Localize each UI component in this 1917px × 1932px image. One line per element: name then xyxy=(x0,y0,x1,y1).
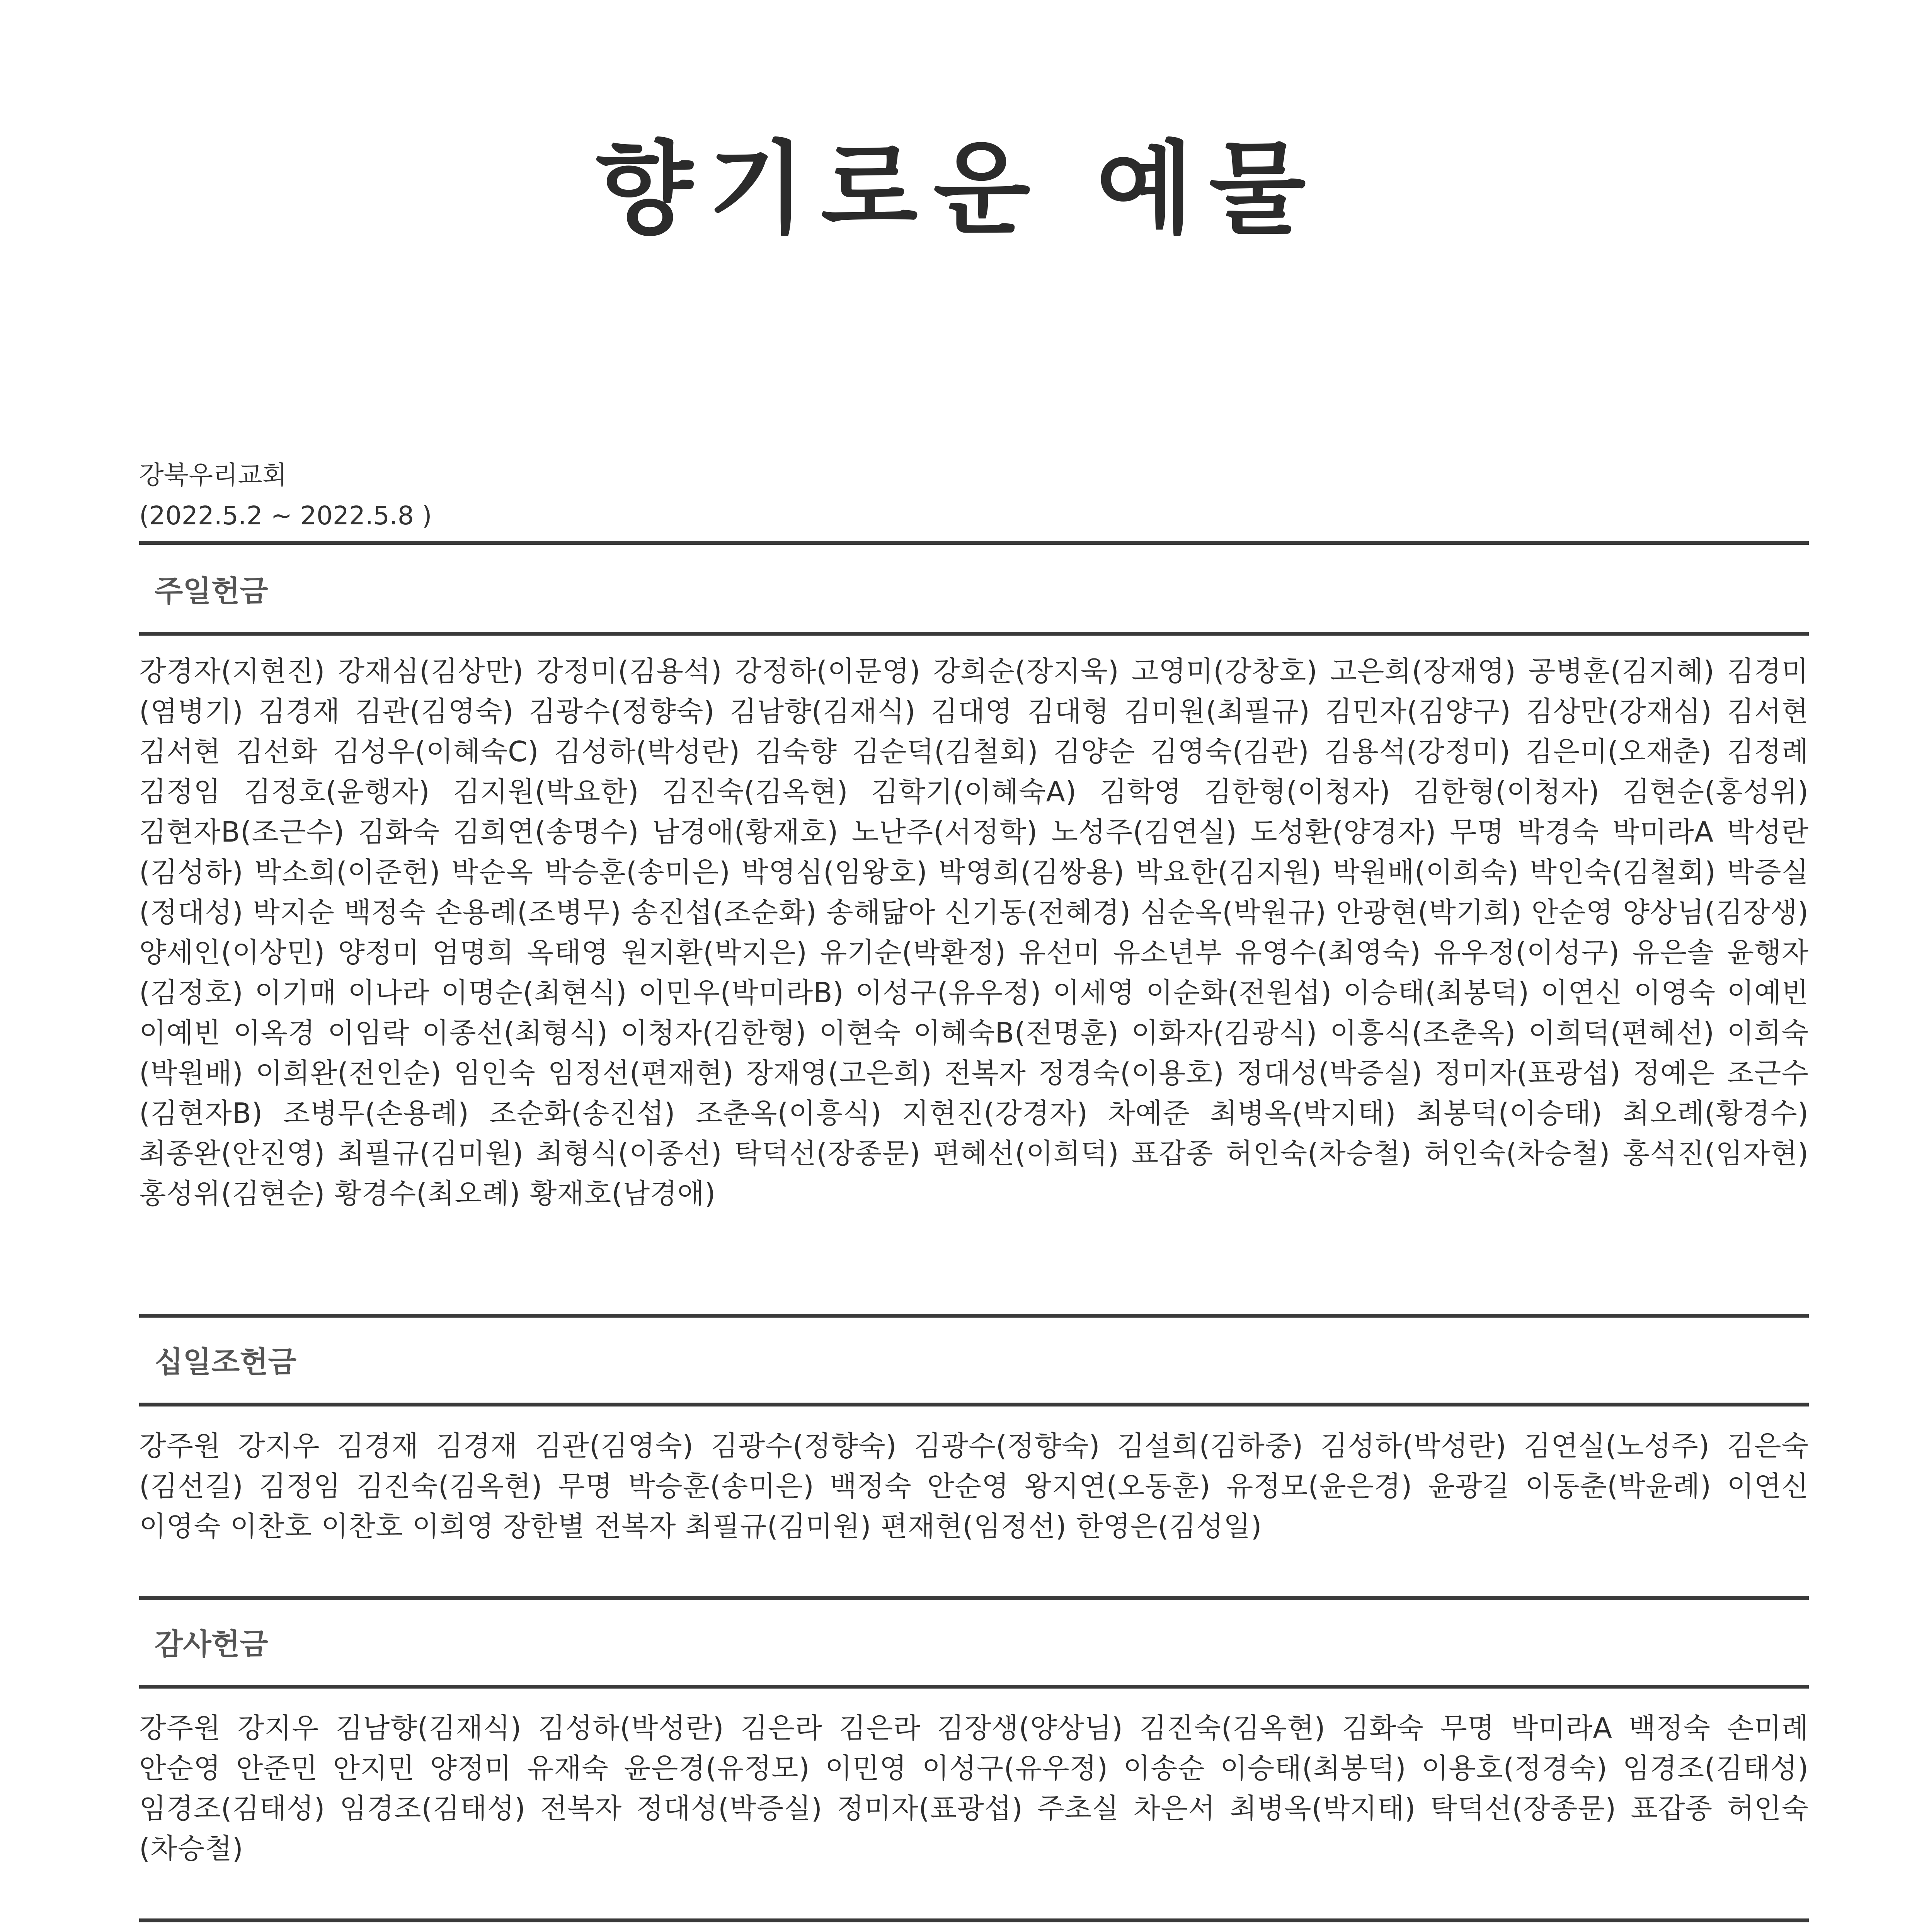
page-title: 향기로운 예물 xyxy=(596,131,1321,248)
church-name: 강북우리교회 xyxy=(139,460,287,490)
section-divider xyxy=(139,1596,1809,1600)
section-heading-thanksgiving: 감사헌금 xyxy=(155,1627,268,1661)
section-divider xyxy=(139,1314,1809,1318)
section-names-tithe: 강주원 강지우 김경재 김경재 김관(김영숙) 김광수(정향숙) 김광수(정향숙) 김설희(김하중) 김성하(박성란) 김연실(노성주) 김은숙(김선길) 김정임 김진숙(김옥현) 무명 박승훈(송미은) 백정숙 안순영 왕지연(오동훈) 유정모(윤은경) 윤광길 이동춘(박윤례) 이연신 이영숙 이찬호 이찬호 이희영 장한별 전복자 최필규(김미원) 편재현(임정선) 한영은(김성일) xyxy=(139,1430,1809,1543)
section-heading-sunday-offering: 주일헌금 xyxy=(155,574,268,608)
section-divider xyxy=(139,1403,1809,1406)
section-divider xyxy=(139,1918,1809,1922)
section-heading-tithe: 십일조헌금 xyxy=(155,1345,297,1379)
date-period: (2022.5.2 ~ 2022.5.8 ) xyxy=(139,501,432,531)
section-divider xyxy=(139,541,1809,545)
section-divider xyxy=(139,632,1809,636)
section-names-sunday-offering: 강경자(지현진) 강재심(김상만) 강정미(김용석) 강정하(이문영) 강희순(장지욱) 고영미(강창호) 고은희(장재영) 공병훈(김지혜) 김경미(염병기) 김경재 김관(김영숙) 김광수(정향숙) 김남향(김재식) 김대영 김대형 김미원(최필규) 김민자(김양구) 김상만(강재심) 김서현 김서현 김선화 김성우(이혜숙C) 김성하(박성란) 김숙향 김순덕(김철회) 김양순 김영숙(김관) 김용석(강정미) 김은미(오재춘) 김정례 김정임 김정호(윤행자) 김지원(박요한) 김진숙(김옥현) 김학기(이혜숙A) 김학영 김한형(이청자) 김한형(이청자) 김현순(홍성위) 김현자B(조근수) 김화숙 김희연(송명수) 남경애(황재호) 노난주(서정학) 노성주(김연실) 도성환(양경자) 무명 박경숙 박미라A 박성란(김성하) 박소희(이준헌) 박순옥 박승훈(송미은) 박영심(임왕호) 박영희(김쌍용) 박요한(김지원) 박원배(이희숙) 박인숙(김철회) 박증실(정대성) 박지순 백정숙 손용례(조병무) 송진섭(조순화) 송해닮아 신기동(전혜경) 심순옥(박원규) 안광현(박기희) 안순영 양상님(김장생) 양세인(이상민) 양정미 엄명희 옥태영 원지환(박지은) 유기순(박환정) 유선미 유소년부 유영수(최영숙) 유우정(이성구) 유은솔 윤행자(김정호) 이기매 이나라 이명순(최현식) 이민우(박미라B) 이성구(유우정) 이세영 이순화(전원섭) 이승태(최봉덕) 이연신 이영숙 이예빈 이예빈 이옥경 이임락 이종선(최형식) 이청자(김한형) 이현숙 이혜숙B(전명훈) 이화자(김광식) 이흥식(조춘옥) 이희덕(편혜선) 이희숙(박원배) 이희완(전인순) 임인숙 임정선(편재현) 장재영(고은희) 전복자 정경숙(이용호) 정대성(박증실) 정미자(표광섭) 정예은 조근수(김현자B) 조병무(손용례) 조순화(송진섭) 조춘옥(이흥식) 지현진(강경자) 차예준 최병옥(박지태) 최봉덕(이승태) 최오례(황경수) 최종완(안진영) 최필규(김미원) 최형식(이종선) 탁덕선(장종문) 편혜선(이희덕) 표갑종 허인숙(차승철) 허인숙(차승철) 홍석진(임자현) 홍성위(김현순) 황경수(최오례) 황재호(남경애) xyxy=(139,655,1809,1210)
section-divider xyxy=(139,1685,1809,1689)
section-names-thanksgiving: 강주원 강지우 김남향(김재식) 김성하(박성란) 김은라 김은라 김장생(양상님) 김진숙(김옥현) 김화숙 무명 박미라A 백정숙 손미례 안순영 안준민 안지민 양정미 유재숙 윤은경(유정모) 이민영 이성구(유우정) 이송순 이승태(최봉덕) 이용호(정경숙) 임경조(김태성) 임경조(김태성) 임경조(김태성) 전복자 정대성(박증실) 정미자(표광섭) 주초실 차은서 최병옥(박지태) 탁덕선(장종문) 표갑종 허인숙(차승철) xyxy=(139,1712,1809,1865)
